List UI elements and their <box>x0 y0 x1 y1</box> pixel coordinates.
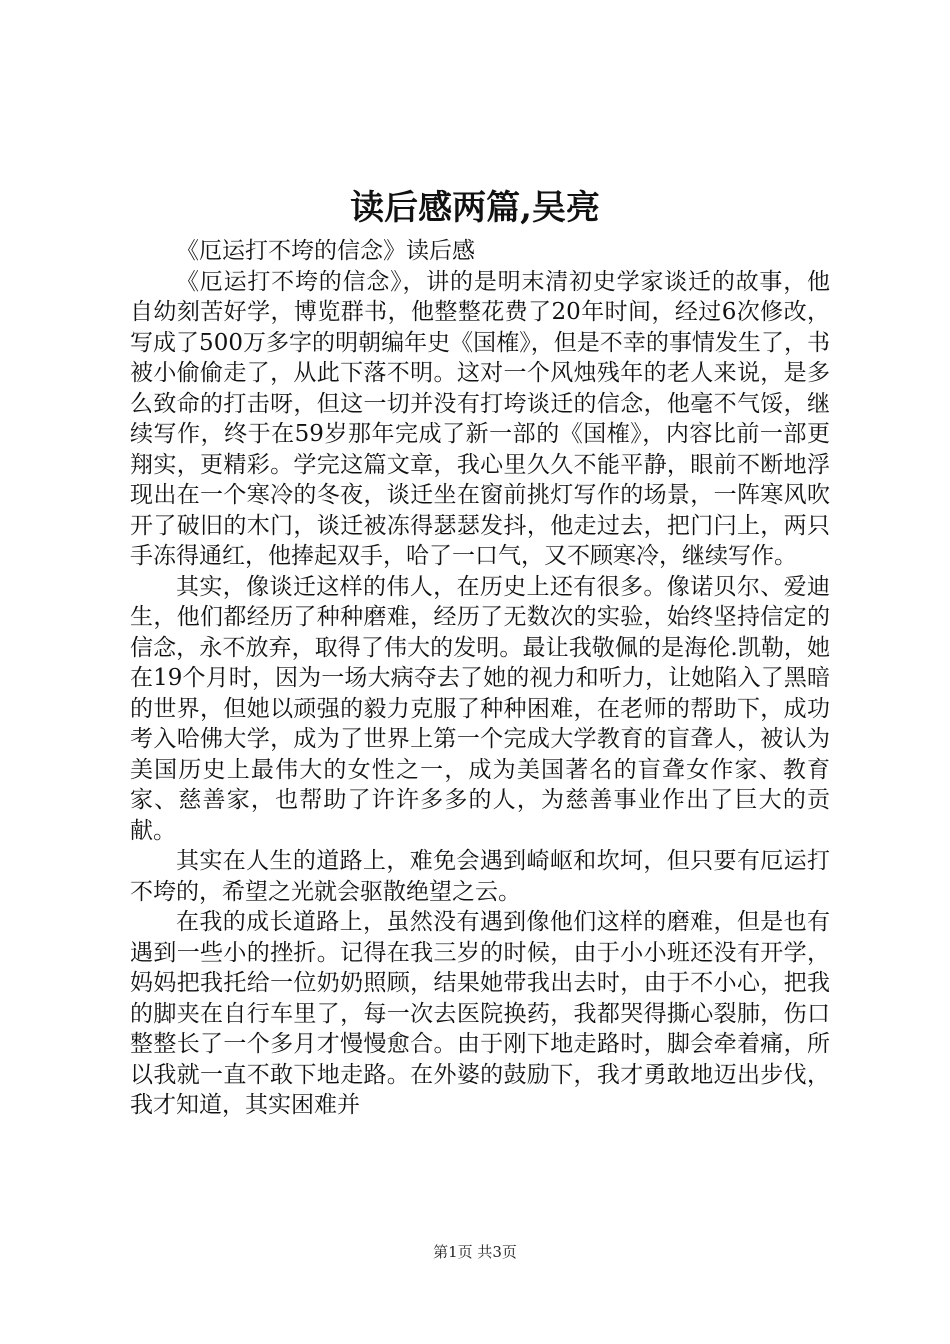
paragraph: 其实在人生的道路上，难免会遇到崎岖和坎坷，但只要有厄运打不垮的，希望之光就会驱散绝望之云。 <box>130 848 830 905</box>
essay-subtitle: 《厄运打不垮的信念》读后感 <box>176 238 475 264</box>
paragraph: 《厄运打不垮的信念》，讲的是明末清初史学家谈迁的故事，他自幼刻苦好学，博览群书，他整整花费了20年时间，经过6次修改，写成了500万多字的明朝编年史《国榷》，但是不幸的事情发生了，书被小偷偷走了，从此下落不明。这对一个风烛残年的老人来说，是多么致命的打击呀，但这一切并没有打垮谈迁的信念，他毫不气馁，继续写作，终于在59岁那年完成了新一部的《国榷》，内容比前一部更翔实，更精彩。学完这篇文章，我心里久久不能平静，眼前不断地浮现出在一个寒冷的冬夜，谈迁坐在窗前挑灯写作的场景，一阵寒风吹开了破旧的木门，谈迁被冻得瑟瑟发抖，他走过去，把门闩上，两只手冻得通红，他捧起双手，哈了一口气，又不顾寒冷，继续写作。 <box>130 268 830 569</box>
paragraph: 在我的成长道路上，虽然没有遇到像他们这样的磨难，但是也有遇到一些小的挫折。记得在我三岁的时候，由于小小班还没有开学，妈妈把我托给一位奶奶照顾，结果她带我出去时，由于不小心，把我的脚夹在自行车里了，每一次去医院换药，我都哭得撕心裂肺，伤口整整长了一个多月才慢慢愈合。由于刚下地走路时，脚会牵着痛，所以我就一直不敢下地走路。在外婆的鼓励下，我才勇敢地迈出步伐，我才知道，其实困难并 <box>130 909 830 1118</box>
paragraph: 其实，像谈迁这样的伟人，在历史上还有很多。像诺贝尔、爱迪生，他们都经历了种种磨难，经历了无数次的实验，始终坚持信定的信念，永不放弃，取得了伟大的发明。最让我敬佩的是海伦.凯勒，她在19个月时，因为一场大病夺去了她的视力和听力，让她陷入了黑暗的世界，但她以顽强的毅力克服了种种困难，在老师的帮助下，成功考入哈佛大学，成为了世界上第一个完成大学教育的盲聋人，被认为美国历史上最伟大的女性之一，成为美国著名的盲聋女作家、教育家、慈善家，也帮助了许许多多的人，为慈善事业作出了巨大的贡献。 <box>130 573 830 844</box>
page-number-footer: 第1页 共3页 <box>433 1243 517 1261</box>
document-title: 读后感两篇,吴亮 <box>350 188 600 228</box>
document-body <box>130 236 830 1121</box>
